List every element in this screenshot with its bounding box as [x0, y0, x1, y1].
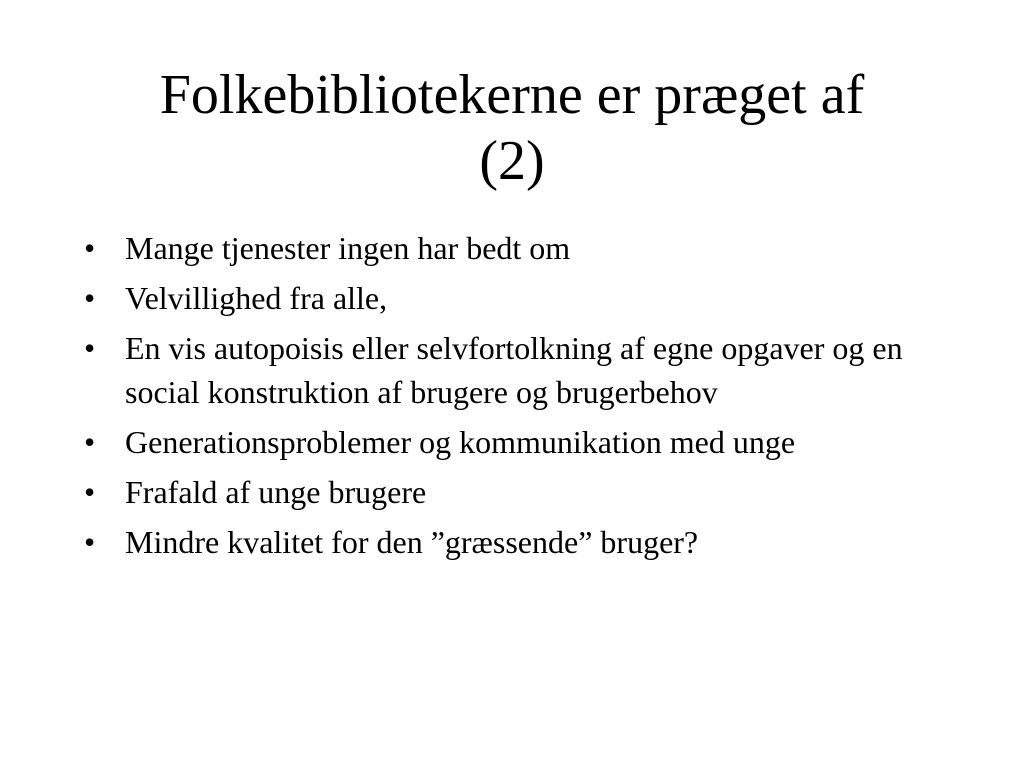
bullet-text: En vis autopoisis eller selvfortolkning af egne opgaver og en social konstruktion af brugere og brugerbehov — [125, 330, 903, 410]
bullet-icon: • — [84, 524, 96, 560]
bullet-text: Mindre kvalitet for den ”græssende” bruger? — [125, 524, 699, 560]
bullet-item — [84, 520, 944, 564]
bullet-list — [84, 226, 944, 570]
bullet-icon: • — [84, 280, 96, 316]
slide-title-line-1: Folkebibliotekerne er præget af — [159, 64, 865, 126]
bullet-icon: • — [84, 474, 96, 510]
bullet-text: Frafald af unge brugere — [125, 474, 427, 510]
bullet-icon: • — [84, 424, 96, 460]
bullet-text: Velvillighed fra alle, — [125, 280, 388, 316]
slide-title — [40, 62, 984, 194]
bullet-icon: • — [84, 230, 96, 266]
bullet-icon: • — [84, 330, 96, 366]
bullet-item — [84, 326, 944, 414]
bullet-text: Generationsproblemer og kommunikation med unge — [125, 424, 796, 460]
bullet-item — [84, 470, 944, 514]
bullet-item — [84, 420, 944, 464]
bullet-item — [84, 276, 944, 320]
bullet-item — [84, 226, 944, 270]
bullet-text: Mange tjenester ingen har bedt om — [125, 230, 571, 266]
slide-title-line-2: (2) — [479, 130, 545, 192]
